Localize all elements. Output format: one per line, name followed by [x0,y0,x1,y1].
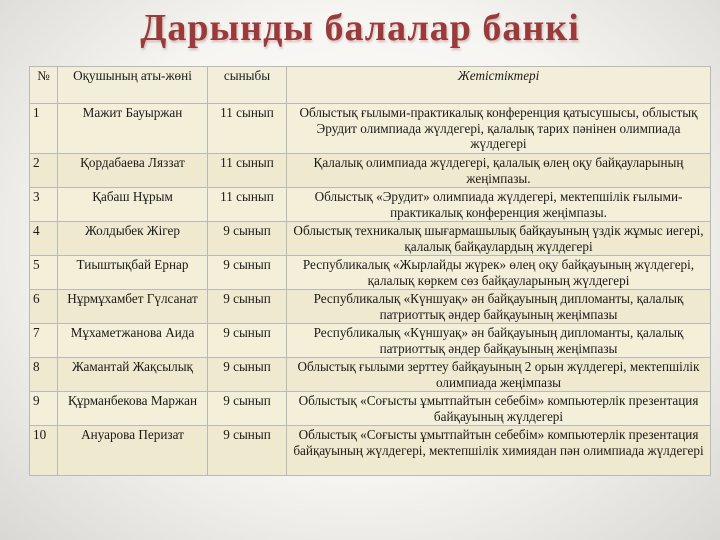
row-num: 3 [30,188,58,222]
row-class: 9 сынып [208,358,287,392]
table-row [30,222,711,256]
row-num: 9 [30,392,58,426]
table-header-row [30,67,711,104]
row-name: Жамантай Жақсылық [58,358,208,392]
header-achievements: Жетістіктері [287,67,711,104]
row-num: 2 [30,154,58,188]
table-row [30,104,711,154]
row-name: Құрманбекова Маржан [58,392,208,426]
row-achievements: Облыстық ғылыми зерттеу байқауының 2 орын жүлдегері, мектепшілік олимпиада жеңімпазы [287,358,711,392]
slide-title: Дарынды балалар банкі [140,7,580,49]
header-num: № [30,67,58,104]
row-achievements: Республикалық «Жырлайды жүрек» өлең оқу байқауының жүлдегері, қалалық көркем сөз байқауларының жүлдегері [287,256,711,290]
row-num: 8 [30,358,58,392]
row-name: Тиыштықбай Ернар [58,256,208,290]
table-row [30,324,711,358]
row-name: Ануарова Перизат [58,426,208,476]
row-num: 4 [30,222,58,256]
row-class: 9 сынып [208,392,287,426]
table-row [30,256,711,290]
row-num: 1 [30,104,58,154]
row-num: 6 [30,290,58,324]
students-table [29,66,711,476]
row-class: 11 сынып [208,188,287,222]
row-name: Жолдыбек Жігер [58,222,208,256]
row-class: 9 сынып [208,256,287,290]
table-row [30,426,711,476]
table-row [30,392,711,426]
row-class: 11 сынып [208,104,287,154]
row-achievements: Облыстық «Соғысты ұмытпайтын себебім» компьютерлік презентация байқауының жүлдегері [287,392,711,426]
row-num: 5 [30,256,58,290]
row-name: Қабаш Нұрым [58,188,208,222]
table-row [30,188,711,222]
table-row [30,358,711,392]
row-achievements: Облыстық «Соғысты ұмытпайтын себебім» компьютерлік презентация байқауының жүлдегері, мектепшілік химиядан пән олимпиада жүлдегері [287,426,711,476]
row-achievements: Облыстық техникалық шығармашылық байқауының үздік жұмыс иегері, қалалық байқаулардың жүлдегері [287,222,711,256]
table-row [30,154,711,188]
row-achievements: Республикалық «Күншуақ» ән байқауының дипломанты, қалалық патриоттық әндер байқауының жеңімпазы [287,290,711,324]
header-name: Оқушының аты-жөні [58,67,208,104]
row-name: Мұхаметжанова Аида [58,324,208,358]
header-class: сыныбы [208,67,287,104]
row-name: Мажит Бауыржан [58,104,208,154]
row-num: 10 [30,426,58,476]
row-class: 11 сынып [208,154,287,188]
row-class: 9 сынып [208,290,287,324]
row-achievements: Облыстық «Эрудит» олимпиада жүлдегері, мектепшілік ғылыми-практикалық конференция жеңімпазы. [287,188,711,222]
row-class: 9 сынып [208,222,287,256]
row-num: 7 [30,324,58,358]
row-achievements: Облыстық ғылыми-практикалық конференция қатысушысы, облыстық Эрудит олимпиада жүлдегері, қалалық тарих пәнінен олимпиада жүлдегері [287,104,711,154]
row-class: 9 сынып [208,324,287,358]
row-name: Қордабаева Ляззат [58,154,208,188]
row-class: 9 сынып [208,426,287,476]
row-name: Нұрмұхамбет Гүлсанат [58,290,208,324]
row-achievements: Қалалық олимпиада жүлдегері, қалалық өлең оқу байқауларының жеңімпазы. [287,154,711,188]
table-row [30,290,711,324]
row-achievements: Республикалық «Күншуақ» ән байқауының дипломанты, қалалық патриоттық әндер байқауының жеңімпазы [287,324,711,358]
